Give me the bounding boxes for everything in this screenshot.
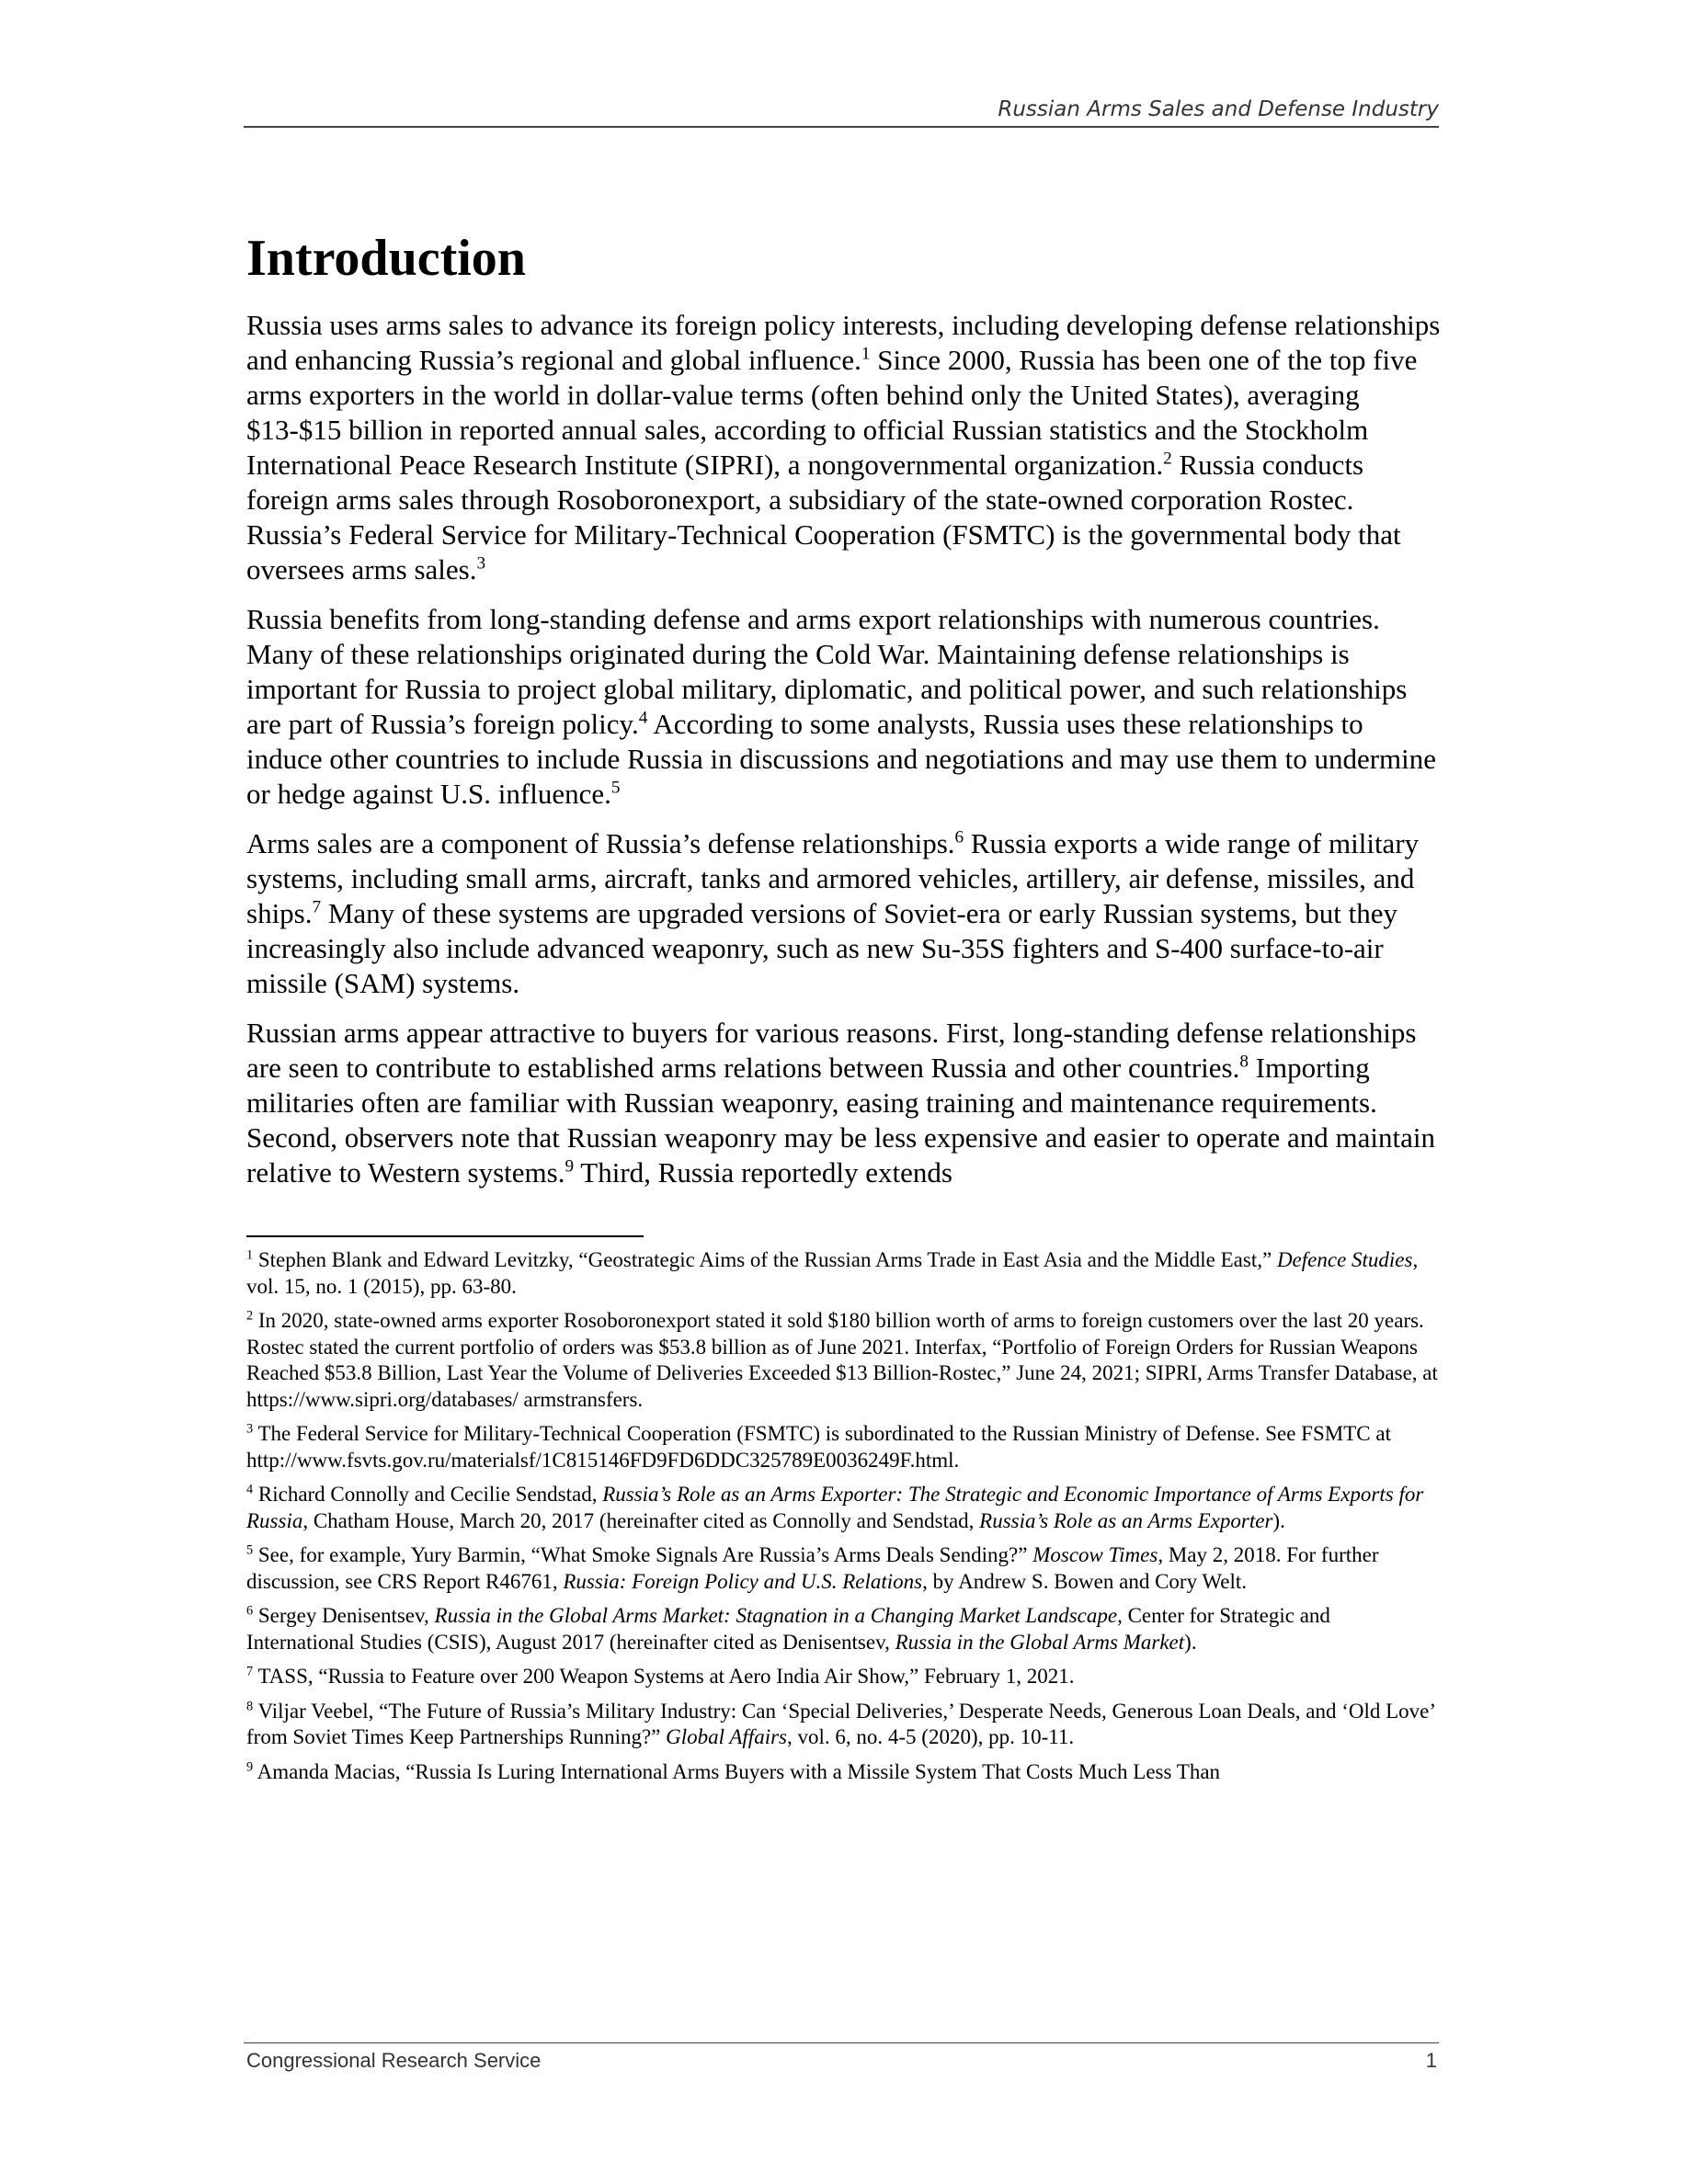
paragraph [246, 1016, 1442, 1190]
footnote [246, 1308, 1442, 1413]
paragraph-text: Third, Russia reportedly extends [574, 1156, 952, 1189]
footnote-text: Stephen Blank and Edward Levitzky, “Geostrategic Aims of the Russian Arms Trade in East Asia and the Middle East,” [257, 1248, 1277, 1271]
footnote-text: See, for example, Yury Barmin, “What Smoke Signals Are Russia’s Arms Deals Sending?” [257, 1543, 1033, 1566]
footnote-text: Richard Connolly and Cecilie Sendstad, [257, 1483, 603, 1506]
paragraph-text: According to some analysts, Russia uses these relationships to induce other countries to include Russia in discussions and negotiations and may use them to undermine or hedge against U.S. influence. [246, 708, 1437, 810]
paragraph [246, 308, 1442, 587]
footnote-number: 8 [246, 1698, 254, 1713]
footer-source: Congressional Research Service [246, 2049, 542, 2072]
paragraph-text: Russian arms appear attractive to buyers for various reasons. First, long-standing defense relationships are seen to contribute to established arms relations between Russia and other countries. [246, 1017, 1417, 1084]
footnote-ref: 8 [1239, 1052, 1249, 1072]
body-text [246, 308, 1442, 1205]
footnote-italic: Russia in the Global Arms Market: Stagnation in a Changing Market Landscape [434, 1604, 1118, 1627]
footnote-ref: 3 [476, 553, 486, 574]
footnote-ref: 6 [954, 827, 964, 847]
footnote-italic: Russia’s Role as an Arms Exporter [979, 1508, 1273, 1532]
footnote-ref: 1 [861, 344, 871, 364]
footnote-text: ). [1272, 1508, 1285, 1532]
footnote-number: 1 [246, 1247, 254, 1263]
footnote-number: 7 [246, 1664, 254, 1679]
footnote-text: TASS, “Russia to Feature over 200 Weapon Systems at Aero India Air Show,” February 1, 2021. [257, 1665, 1075, 1688]
footnote-number: 4 [246, 1482, 254, 1497]
footnote-ref: 7 [312, 897, 322, 917]
footnote-text: , Chatham House, March 20, 2017 (hereinafter cited as Connolly and Sendstad, [302, 1508, 980, 1532]
paragraph-text: Many of these systems are upgraded versions of Soviet-era or early Russian systems, but they increasingly also include advanced weaponry, such as new Su-35S fighters and S-400 surface-to-air missile (SAM) systems. [246, 897, 1397, 999]
footnotes [246, 1247, 1442, 1793]
footnote-number: 5 [246, 1542, 254, 1558]
footnote-text: In 2020, state-owned arms exporter Rosoboronexport stated it sold $180 billion worth of arms to foreign customers over the last 20 years. Rostec stated the current portfolio of orders was $53.8 billion as of June 2021. Interfax, “Portfolio of Foreign Orders for Russian Weapons Reached $53.8 Billion, Last Year the Volume of Deliveries Exceeded $13 Billion-Rostec,” June 24, 2021; SIPRI, Arms Transfer Database, at https://www.sipri.org/databases/ armstransfers. [246, 1309, 1438, 1411]
footnote [246, 1247, 1442, 1300]
footnote-ref: 9 [565, 1156, 575, 1177]
footnote-text: Viljar Veebel, “The Future of Russia’s Military Industry: Can ‘Special Deliveries,’ Desperate Needs, Generous Loan Deals, and ‘Old Love’ from Soviet Times Keep Partnerships Running?” [246, 1699, 1435, 1748]
paragraph-text: Importing militaries often are familiar with Russian weaponry, easing training and maintenance requirements. Second, observers note that Russian weaponry may be less expensive and easier to operate and maintain relative to Western systems. [246, 1052, 1435, 1189]
footnote-italic: Defence Studies [1276, 1248, 1413, 1271]
footnote [246, 1759, 1442, 1786]
footnote-text: The Federal Service for Military-Technical Cooperation (FSMTC) is subordinated to the Russian Ministry of Defense. See FSMTC at http://www.fsvts.gov.ru/materialsf/1C815146FD9FD6DDC325789E0036249F.html. [246, 1422, 1391, 1472]
paragraph-text: Russia benefits from long-standing defense and arms export relationships with numerous countries. Many of these relationships originated during the Cold War. Maintaining defense relationships is important for Russia to project global military, diplomatic, and political power, and such relationships are part of Russia’s foreign policy. [246, 603, 1408, 740]
footnote-ref: 5 [610, 778, 621, 798]
footnote-text: , May 2, 2018. For further discussion, see CRS Report R46761, [246, 1543, 1379, 1593]
footnote [246, 1482, 1442, 1534]
paragraph-text: Russia uses arms sales to advance its foreign policy interests, including developing defense relationships and enhancing Russia’s regional and global influence. [246, 309, 1441, 376]
paragraph [246, 602, 1442, 812]
footnote-italic: Global Affairs [666, 1725, 787, 1748]
paragraph [246, 826, 1442, 1001]
footnote-italic: Russia: Foreign Policy and U.S. Relations [563, 1569, 923, 1593]
section-title: Introduction [246, 230, 526, 287]
paragraph-text: Russia conducts foreign arms sales through Rosoboronexport, a subsidiary of the state-owned corporation Rostec. Russia’s Federal Service for Military-Technical Cooperation (FSMTC) is the governmental body that oversees arms sales. [246, 449, 1401, 586]
footnote-text: Amanda Macias, “Russia Is Luring International Arms Buyers with a Missile System That Costs Much Less Than [257, 1759, 1221, 1783]
paragraph-text: Since 2000, Russia has been one of the top five arms exporters in the world in dollar-value terms (often behind only the United States), averaging $13-$15 billion in reported annual sales, according to official Russian statistics and the Stockholm International Peace Research Institute (SIPRI), a nongovernmental organization. [246, 344, 1418, 481]
footer-rule [244, 2042, 1439, 2043]
footnote-text: ). [1184, 1630, 1197, 1654]
footnote [246, 1664, 1442, 1690]
footnote-number: 3 [246, 1421, 254, 1437]
footnote [246, 1542, 1442, 1595]
footnote-text: , vol. 15, no. 1 (2015), pp. 63-80. [246, 1248, 1419, 1298]
paragraph-text: Russia exports a wide range of military systems, including small arms, aircraft, tanks and armored vehicles, artillery, air defense, missiles, and ships. [246, 827, 1420, 929]
footnote-ref: 4 [638, 708, 648, 728]
footnote-separator [246, 1235, 644, 1237]
footnote-text: , by Andrew S. Bowen and Cory Welt. [922, 1569, 1248, 1593]
footnote-ref: 2 [1163, 449, 1172, 469]
footnote-italic: Russia’s Role as an Arms Exporter: The Strategic and Economic Importance of Arms Exports for Russia [246, 1483, 1424, 1532]
footnote [246, 1699, 1442, 1751]
footnote-number: 9 [246, 1758, 254, 1774]
footnote-number: 2 [246, 1308, 254, 1324]
footnote [246, 1603, 1442, 1655]
footnote [246, 1421, 1442, 1473]
paragraph-text: Arms sales are a component of Russia’s defense relationships. [246, 827, 955, 859]
footnote-italic: Moscow Times [1032, 1543, 1158, 1566]
header-rule [244, 126, 1439, 128]
footnote-text: , vol. 6, no. 4-5 (2020), pp. 10-11. [787, 1725, 1075, 1748]
footnote-number: 6 [246, 1603, 254, 1619]
footnote-text: , Center for Strategic and International Studies (CSIS), August 2017 (hereinafter cited as Denisentsev, [246, 1604, 1330, 1654]
footnote-italic: Russia in the Global Arms Market [895, 1630, 1185, 1654]
footnote-text: Sergey Denisentsev, [257, 1604, 435, 1627]
page-number: 1 [1425, 2049, 1437, 2072]
running-header: Russian Arms Sales and Defense Industry [998, 97, 1439, 121]
